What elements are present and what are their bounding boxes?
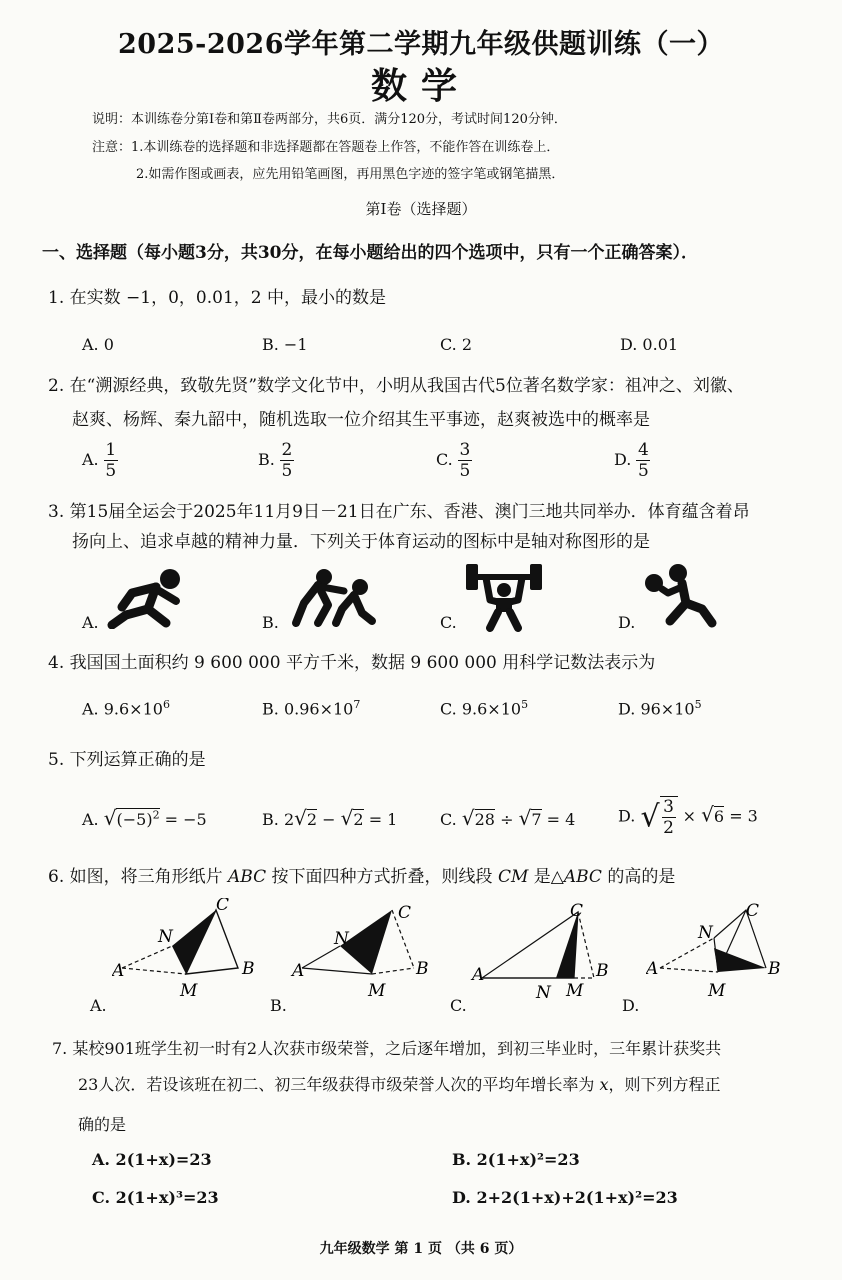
weightlifting-icon — [464, 560, 544, 632]
question-2-option-d[interactable]: D. $\frac{4}{5}$ — [614, 440, 649, 481]
svg-text:N: N — [698, 923, 713, 943]
svg-text:N: N — [536, 983, 551, 1003]
question-3-label-a[interactable]: A. — [82, 613, 99, 632]
question-4-option-a[interactable]: A. $9.6\times 10^6$ — [82, 698, 170, 719]
subject-title: 数学 — [370, 65, 471, 107]
exam-notice-1: 注意：1.本训练卷的选择题和非选择题都在答题卷上作答，不能作答在训练卷上． — [92, 140, 560, 155]
question-4-option-d[interactable]: D. $96\times 10^5$ — [618, 698, 702, 719]
question-2-option-b[interactable]: B. $\frac{2}{5}$ — [258, 440, 293, 481]
svg-text:M: M — [566, 981, 584, 1001]
svg-text:A: A — [292, 961, 305, 981]
question-5-option-b[interactable]: B. 2√2 − √2 = 1 — [262, 806, 398, 830]
fold-figure-d — [646, 898, 816, 1008]
question-3-label-b[interactable]: B. — [262, 613, 279, 632]
exam-instructions: 说明：本训练卷分第Ⅰ卷和第Ⅱ卷两部分，共6页．满分120分，考试时间120分钟． — [92, 112, 567, 127]
point-a-label: A — [112, 961, 125, 981]
question-7-line-2: 23人次．若设该班在初二、初三年级获得市级荣誉人次的平均年增长率为 x，则下列方程正 — [78, 1075, 721, 1094]
question-5-option-a[interactable]: A. $√(-5)^2 = -5$ — [82, 806, 207, 830]
svg-text:B: B — [768, 959, 781, 979]
question-5-stem: 5. 下列运算正确的是 — [48, 750, 206, 770]
question-6-label-d[interactable]: D. — [622, 996, 640, 1015]
question-2-option-c[interactable]: C. $\frac{3}{5}$ — [436, 440, 471, 481]
wrestling-icon — [288, 565, 380, 629]
question-4-option-c[interactable]: C. $9.6\times 10^5$ — [440, 698, 529, 719]
part-title: 一、选择题（每小题3分，共30分，在每小题给出的四个选项中，只有一个正确答案）． — [42, 243, 698, 263]
question-6-label-a[interactable]: A. — [90, 996, 107, 1015]
question-6-label-c[interactable]: C. — [450, 996, 467, 1015]
point-n-label: N — [158, 927, 173, 947]
point-m-label: M — [180, 981, 198, 1001]
svg-text:C: C — [398, 903, 412, 923]
svg-text:A: A — [646, 959, 659, 979]
question-7-option-c[interactable]: C. 2(1+x)³=23 — [92, 1188, 219, 1207]
fold-figure-c — [470, 898, 630, 1008]
question-7-line-3: 确的是 — [78, 1115, 127, 1134]
exam-title: 2025-2026学年第二学期九年级供题训练（一） — [118, 29, 724, 60]
fold-figure-a — [112, 898, 272, 1008]
section-title: 第Ⅰ卷（选择题） — [365, 200, 477, 218]
svg-text:M: M — [708, 981, 726, 1001]
question-1-option-b[interactable]: B. −1 — [262, 335, 308, 354]
page-footer: 九年级数学 第 1 页 （共 6 页） — [319, 1241, 523, 1257]
question-1-option-a[interactable]: A. 0 — [82, 335, 114, 354]
question-2-line-1: 2. 在“溯源经典，致敬先贤”数学文化节中，小明从我国古代5位著名数学家：祖冲之、刘徽、 — [48, 376, 744, 396]
svg-text:M: M — [368, 981, 386, 1001]
question-1-stem: 1. 在实数 −1，0，0.01，2 中，最小的数是 — [48, 288, 386, 308]
question-4-stem: 4. 我国国土面积约 9 600 000 平方千米，数据 9 600 000 用科学记数法表示为 — [48, 653, 656, 673]
fraction: $\frac{4}{5}$ — [638, 440, 649, 481]
question-3-label-d[interactable]: D. — [618, 613, 636, 632]
point-b-label: B — [242, 959, 255, 979]
fraction: $\frac{1}{5}$ — [105, 440, 117, 481]
question-7-option-d[interactable]: D. 2+2(1+x)+2(1+x)²=23 — [452, 1188, 678, 1207]
question-3-label-c[interactable]: C. — [440, 613, 457, 632]
question-2-line-2: 赵爽、杨辉、秦九韶中，随机选取一位介绍其生平事迹，赵爽被选中的概率是 — [72, 410, 650, 430]
question-2-option-a[interactable]: A. $\frac{1}{5}$ — [82, 440, 117, 481]
svg-text:B: B — [596, 961, 609, 981]
question-6-label-b[interactable]: B. — [270, 996, 287, 1015]
question-7-line-1: 7. 某校901班学生初一时有2人次获市级荣誉，之后逐年增加，到初三毕业时，三年累计获奖共 — [52, 1039, 722, 1058]
question-1-option-c[interactable]: C. 2 — [440, 335, 473, 354]
question-6-stem: 6. 如图，将三角形纸片 ABC 按下面四种方式折叠，则线段 CM 是△ABC 的高的是 — [48, 867, 676, 887]
question-3-line-1: 3. 第15届全运会于2025年11月9日－21日在广东、香港、澳门三地共同举办．体育蕴含着昂 — [48, 502, 750, 522]
point-c-label: C — [216, 898, 230, 915]
running-person-icon — [104, 565, 190, 629]
svg-text:B: B — [416, 959, 429, 979]
fraction: $\frac{2}{5}$ — [281, 440, 293, 481]
question-3-line-2: 扬向上、追求卓越的精神力量．下列关于体育运动的图标中是轴对称图形的是 — [72, 532, 650, 552]
svg-text:C: C — [570, 901, 584, 921]
question-4-option-b[interactable]: B. $0.96\times 10^7$ — [262, 698, 361, 719]
fold-figure-b — [290, 898, 450, 1008]
exam-notice-2: 2.如需作图或画表，应先用铅笔画图，再用黑色字迹的签字笔或钢笔描黑． — [136, 167, 565, 182]
svg-text:C: C — [746, 901, 760, 921]
fraction: $\frac{3}{5}$ — [459, 440, 471, 481]
svg-text:A: A — [472, 965, 485, 985]
question-7-option-a[interactable]: A. 2(1+x)=23 — [92, 1150, 212, 1169]
ball-throwing-icon — [640, 563, 720, 629]
question-5-option-c[interactable]: C. √28 ÷ √7 = 4 — [440, 806, 576, 830]
question-5-option-d[interactable]: D. √ $\frac{3}{2}$ × √6 = 3 — [618, 797, 758, 838]
svg-text:N: N — [334, 929, 349, 949]
question-1-option-d[interactable]: D. 0.01 — [620, 335, 679, 354]
question-7-option-b[interactable]: B. 2(1+x)²=23 — [452, 1150, 580, 1169]
